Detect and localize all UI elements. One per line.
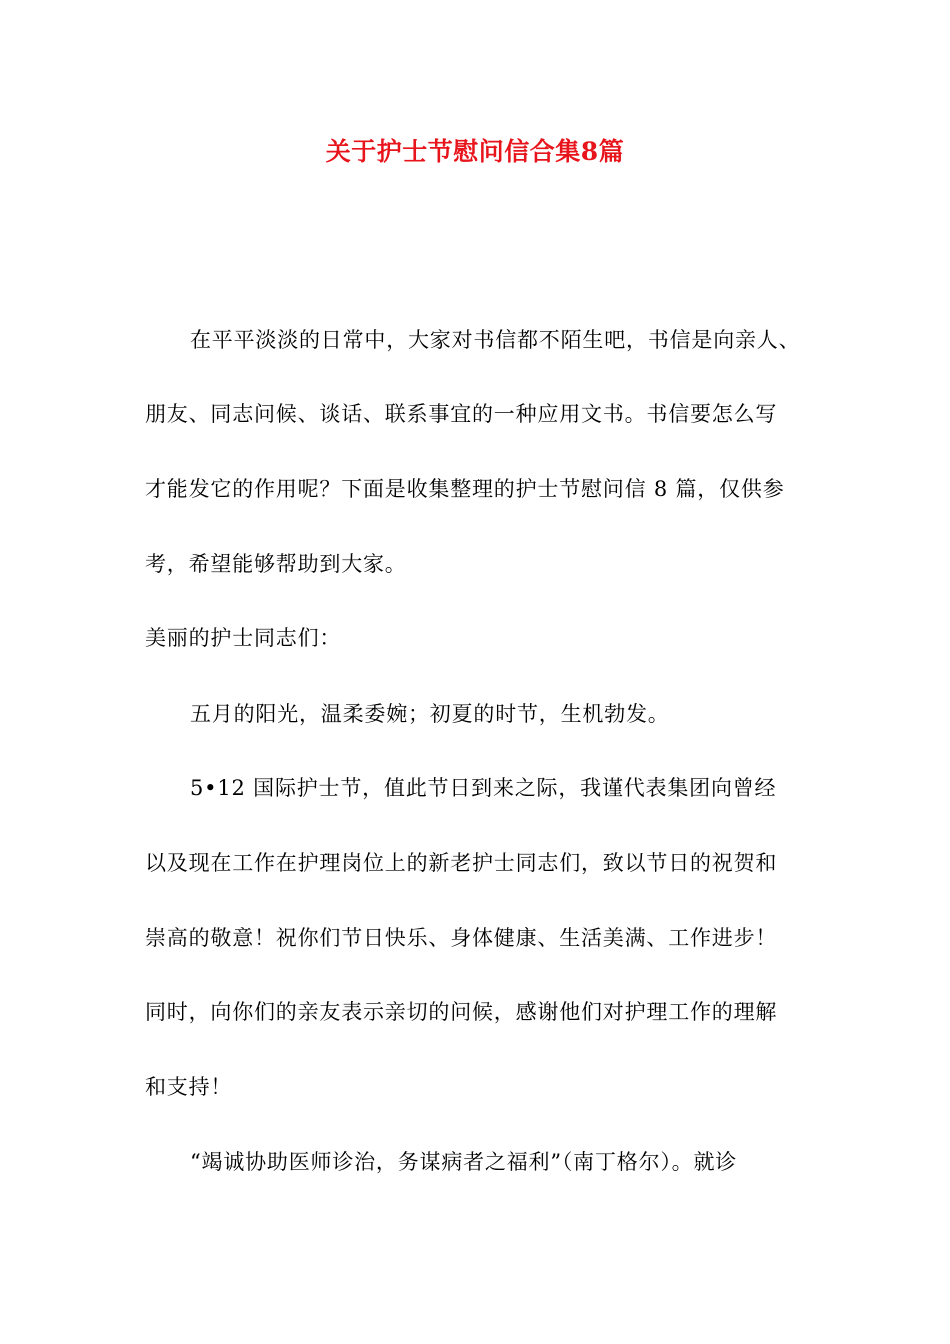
paragraph-line: 崇高的敬意！祝你们节日快乐、身体健康、生活美满、工作进步！ (145, 926, 778, 950)
paragraph-line: 五月的阳光，温柔委婉；初夏的时节，生机勃发。 (190, 702, 670, 726)
paragraph-line: 以及现在工作在护理岗位上的新老护士同志们，致以节日的祝贺和 (145, 851, 778, 875)
document-title: 关于护士节慰问信合集8篇 (325, 137, 625, 166)
paragraph-line: “竭诚协助医师诊治，务谋病者之福利”（南丁格尔）。就诊 (190, 1150, 738, 1174)
paragraph-line: 朋友、同志问候、谈话、联系事宜的一种应用文书。书信要怎么写 (145, 402, 778, 426)
salutation-line: 美丽的护士同志们： (145, 626, 342, 650)
paragraph-line: 考，希望能够帮助到大家。 (145, 552, 407, 576)
paragraph-line: 同时，向你们的亲友表示亲切的问候，感谢他们对护理工作的理解 (145, 1000, 778, 1024)
paragraph-line: 5•12 国际护士节，值此节日到来之际，我谨代表集团向曾经 (190, 776, 777, 800)
paragraph-line: 和支持！ (145, 1075, 233, 1099)
paragraph-line: 才能发它的作用呢？下面是收集整理的护士节慰问信 8 篇，仅供参 (145, 477, 785, 501)
paragraph-line: 在平平淡淡的日常中，大家对书信都不陌生吧，书信是向亲人、 (190, 328, 801, 352)
